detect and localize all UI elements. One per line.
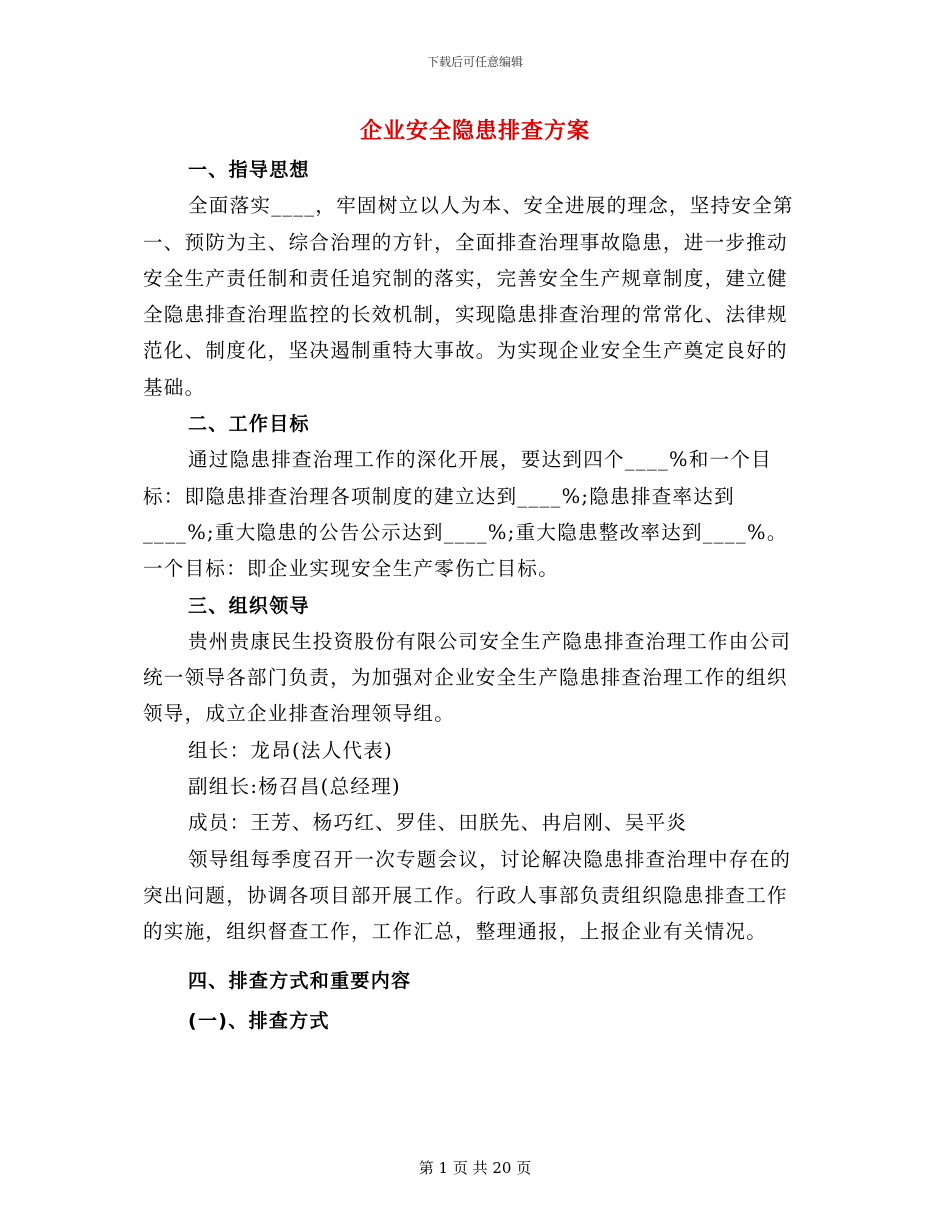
group-leader: 组长：龙昂(法人代表) [188, 738, 394, 762]
group-members: 成员：王芳、杨巧红、罗佳、田朕先、冉启刚、吴平炎 [188, 811, 688, 835]
paragraph-work-goals: 通过隐患排查治理工作的深化开展，要达到四个____%和一个目标：即隐患排查治理各项制度的建立达到____%;隐患排查率达到____%;重大隐患的公告公示达到____%;重大隐患整改率达到____%。一个目标：即企业实现安全生产零伤亡目标。 [143, 448, 788, 581]
section-heading-4: 四、排查方式和重要内容 [188, 969, 412, 992]
section-heading-1: 一、指导思想 [188, 159, 310, 181]
paragraph-guiding-thought: 全面落实____，牢固树立以人为本、安全进展的理念，坚持安全第一、预防为主、综合治理的方针，全面排查治理事故隐患，进一步推动安全生产责任制和责任追究制的落实，完善安全生产规章制度，建立健全隐患排查治理监控的长效机制，实现隐患排查治理的常常化、法律规范化、制度化，坚决遏制重特大事故。为实现企业安全生产奠定良好的基础。 [143, 194, 794, 399]
page-footer: 第 1 页 共 20 页 [418, 1159, 532, 1177]
section-heading-2: 二、工作目标 [188, 413, 310, 436]
paragraph-organization: 贵州贵康民生投资股份有限公司安全生产隐患排查治理工作由公司统一领导各部门负责，为加强对企业安全生产隐患排查治理工作的组织领导，成立企业排查治理领导组。 [143, 629, 792, 726]
header-note: 下载后可任意编辑 [426, 55, 523, 69]
paragraph-meetings: 领导组每季度召开一次专题会议，讨论解决隐患排查治理中存在的突出问题，协调各项目部开展工作。行政人事部负责组织隐患排查工作的实施，组织督查工作，工作汇总，整理通报，上报企业有关情况。 [143, 847, 792, 944]
deputy-leader: 副组长:杨召昌(总经理) [188, 775, 401, 799]
document-title: 企业安全隐患排查方案 [359, 118, 590, 144]
document-body [143, 152, 803, 1039]
section-heading-3: 三、组织领导 [188, 594, 310, 617]
subsection-heading-1: (一)、排查方式 [188, 1009, 330, 1032]
